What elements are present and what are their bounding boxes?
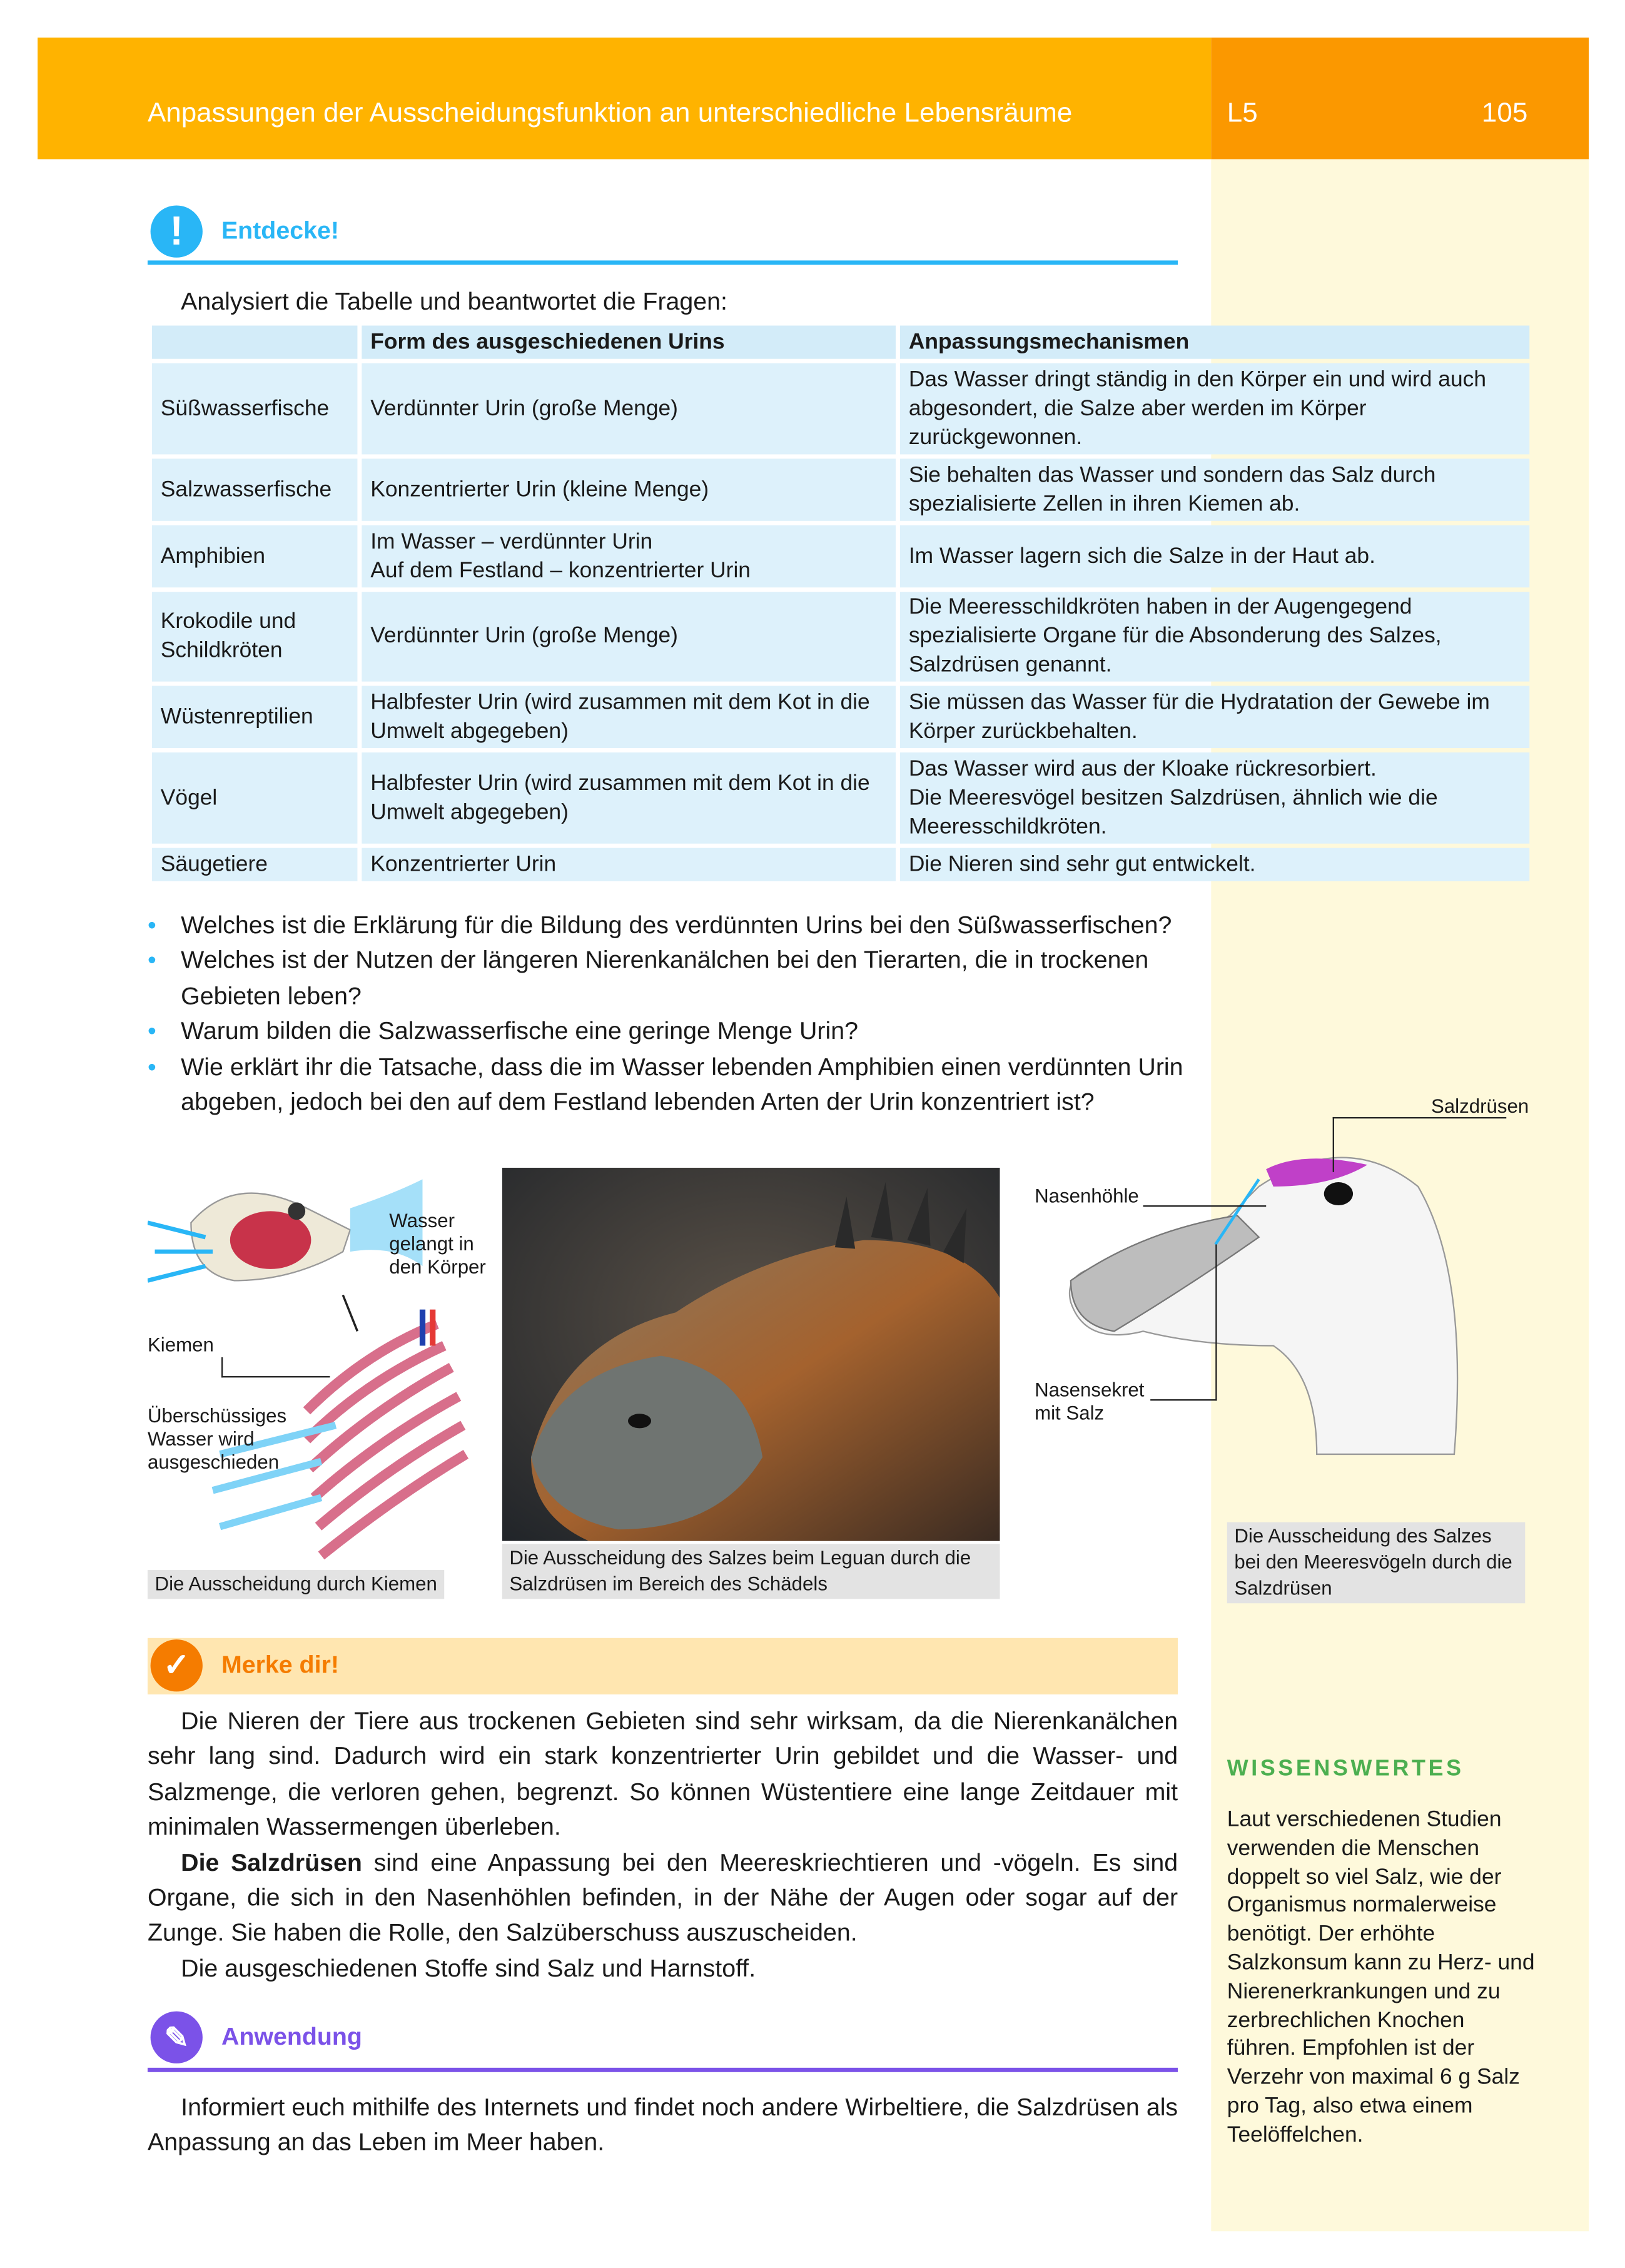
mechanism-cell: Die Meeresschildkröten haben in der Augengegend spezialisierte Organe für die Absonderung des Salzes, Salzdrüsen genannt. — [900, 592, 1529, 681]
section-title-anwendung: Anwendung — [221, 2023, 362, 2051]
question-item: • Welches ist der Nutzen der längeren Nierenkanälchen bei den Tierarten, die in trockenen Gebieten leben? — [148, 944, 1183, 1015]
mechanism-cell: Sie behalten das Wasser und sondern das Salz durch spezialisierte Zellen in ihren Kiemen ab. — [900, 458, 1529, 520]
mechanism-cell: Im Wasser lagern sich die Salze in der Haut ab. — [900, 525, 1529, 587]
figure-caption-bird: Die Ausscheidung des Salzes bei den Meeresvögeln durch die Salzdrüsen — [1227, 1522, 1526, 1604]
question-item: • Wie erklärt ihr die Tatsache, dass die im Wasser lebenden Amphibien einen verdünnten Urin abgeben, jedoch bei den auf dem Festland lebenden Arten der Urin konzentriert ist? — [148, 1050, 1183, 1121]
urine-form-cell: Verdünnter Urin (große Menge) — [362, 363, 896, 455]
urine-form-cell: Verdünnter Urin (große Menge) — [362, 592, 896, 681]
urine-form-cell: Im Wasser – verdünnter Urin Auf dem Festland – konzentrierter Urin — [362, 525, 896, 587]
animal-group-cell: Krokodile und Schildkröten — [152, 592, 358, 681]
table-row — [152, 592, 1529, 681]
animal-group-cell: Amphibien — [152, 525, 358, 587]
intro-text: Analysiert die Tabelle und beantwortet die Fragen: — [181, 288, 727, 316]
wissenswertes-text: Laut verschiedenen Studien verwenden die Menschen doppelt so viel Salz, wie der Organismus normalerweise benötigt. Der erhöhte Salzkonsum kann zu Herz- und Nierenerkrankungen und zu zerbrechlichen Knochen führen. Empfohlen ist der Verzehr von maximal 6 g Salz pro Tag, also etwa einem Teelöffelchen. — [1227, 1807, 1535, 2147]
bird-label-nasensekret: Nasensekret mit Salz — [1035, 1379, 1145, 1424]
header-cell: Form des ausgeschiedenen Urins — [362, 326, 896, 359]
header-cell: Anpassungsmechanismen — [900, 326, 1529, 359]
merke-text — [148, 1704, 1178, 1987]
gills-label-water-in: Wasser gelangt in den Körper — [389, 1210, 486, 1278]
figure-caption-iguana: Die Ausscheidung des Salzes beim Leguan durch die Salzdrüsen im Bereich des Schädels — [502, 1544, 1000, 1599]
table-row — [152, 458, 1529, 520]
gills-label-kiemen: Kiemen — [147, 1334, 214, 1356]
animal-group-cell: Wüstenreptilien — [152, 686, 358, 748]
table-row — [152, 525, 1529, 587]
urine-form-cell: Halbfester Urin (wird zusammen mit dem Kot in die Umwelt abgegeben) — [362, 686, 896, 748]
table-row — [152, 752, 1529, 844]
animal-group-cell: Säugetiere — [152, 848, 358, 881]
table-row — [152, 363, 1529, 455]
urine-table — [148, 321, 1534, 886]
checkmark-icon: ✓ — [151, 1639, 203, 1691]
header-bar-right — [1211, 38, 1589, 159]
animal-group-cell: Vögel — [152, 752, 358, 844]
leader-line — [221, 1376, 330, 1377]
iguana-photo — [502, 1168, 1000, 1541]
leader-line — [1333, 1117, 1507, 1118]
leader-line — [1333, 1117, 1334, 1172]
merke-paragraph — [148, 1846, 1178, 1952]
table-header-row — [152, 326, 1529, 359]
table-row — [152, 848, 1529, 881]
mechanism-cell: Sie müssen das Wasser für die Hydratation der Gewebe im Körper zurückbehalten. — [900, 686, 1529, 748]
leader-line — [1215, 1245, 1217, 1401]
wissenswertes-title: WISSENSWERTES — [1227, 1756, 1464, 1781]
section-title-merke: Merke dir! — [221, 1651, 339, 1679]
lesson-number: L5 — [1227, 98, 1258, 129]
figure-caption-gills: Die Ausscheidung durch Kiemen — [148, 1570, 445, 1599]
mechanism-cell: Das Wasser wird aus der Kloake rückresorbiert. Die Meeresvögel besitzen Salzdrüsen, ähnlich wie die Meeresschildkröten. — [900, 752, 1529, 844]
anwendung-text: Informiert euch mithilfe des Internets und findet noch andere Wirbeltiere, die Salzdrüsen als Anpassung an das Leben im Meer haben. — [147, 2093, 1178, 2157]
animal-group-cell: Süßwasserfische — [152, 363, 358, 455]
animal-group-cell: Salzwasserfische — [152, 458, 358, 520]
section-divider — [148, 2068, 1178, 2072]
page-number: 105 — [1481, 98, 1528, 129]
merke-paragraph: Die Nieren der Tiere aus trockenen Gebieten sind sehr wirksam, da die Nierenkanälchen sehr lang sind. Dadurch wird ein stark konzentrierter Urin gebildet und die Wasser- und Salzmenge, die verloren gehen, begrenzt. So können Wüstentiere eine lange Zeitdauer mit minimalen Wassermengen überleben. — [147, 1707, 1178, 1841]
section-divider — [148, 260, 1178, 265]
question-item: • Welches ist die Erklärung für die Bildung des verdünnten Urins bei den Süßwasserfischen? — [148, 909, 1183, 944]
question-list — [148, 909, 1183, 1121]
bold-term: Die Salzdrüsen — [181, 1848, 362, 1876]
section-title-entdecke: Entdecke! — [221, 217, 339, 245]
merke-paragraph: Die ausgeschiedenen Stoffe sind Salz und Harnstoff. — [181, 1955, 756, 1982]
leader-line — [221, 1357, 223, 1377]
question-item: • Warum bilden die Salzwasserfische eine geringe Menge Urin? — [148, 1015, 1183, 1050]
pencil-icon: ✎ — [151, 2012, 203, 2063]
merke-paragraph-text: sind eine Anpassung bei den Meereskriechtieren und -vögeln. Es sind Organe, die sich in den Nasenhöhlen befinden, in der Nähe der Augen oder sogar auf der Zunge. Sie haben die Rolle, den Salzüberschuss auszuscheiden. — [147, 1848, 1178, 1947]
gills-label-excess-water: Überschüssiges Wasser wird ausgeschieden — [147, 1405, 287, 1474]
bird-label-salzdruesen: Salzdrüsen — [1430, 1095, 1529, 1117]
urine-form-cell: Konzentrierter Urin — [362, 848, 896, 881]
urine-form-cell: Konzentrierter Urin (kleine Menge) — [362, 458, 896, 520]
leader-line — [1143, 1205, 1267, 1207]
table-row — [152, 686, 1529, 748]
exclamation-icon: ! — [151, 206, 203, 258]
leader-line — [1150, 1399, 1217, 1400]
chapter-title: Anpassungen der Ausscheidungsfunktion an unterschiedliche Lebensräume — [147, 98, 1073, 129]
bird-label-nasenhoehle: Nasenhöhle — [1035, 1185, 1139, 1207]
header-cell — [152, 326, 358, 359]
mechanism-cell: Die Nieren sind sehr gut entwickelt. — [900, 848, 1529, 881]
mechanism-cell: Das Wasser dringt ständig in den Körper ein und wird auch abgesondert, die Salze aber werden im Körper zurückgewonnen. — [900, 363, 1529, 455]
urine-form-cell: Halbfester Urin (wird zusammen mit dem Kot in die Umwelt abgegeben) — [362, 752, 896, 844]
